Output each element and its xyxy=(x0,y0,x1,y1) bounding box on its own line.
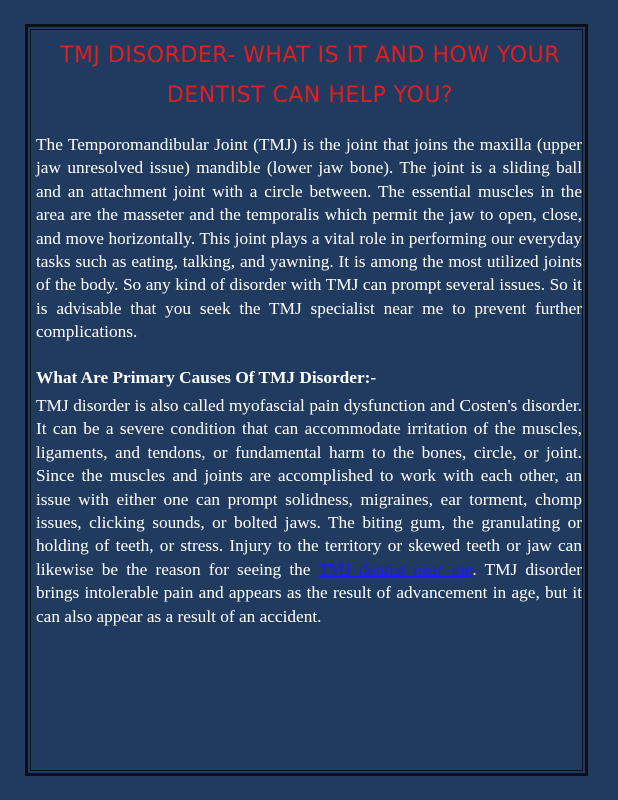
causes-text-before-link: TMJ disorder is also called myofascial pain dysfunction and Costen's disorder. It can be a severe condition that can accommodate irritation of the muscles, ligaments, and tendons, or fundamental harm to the bones, circle, or joint. Since the muscles and joints are accomplished to work with each other, an issue with either one can prompt solidness, migraines, ear torment, chomp issues, clicking sounds, or bolted jaws. The biting gum, the granulating or holding of teeth, or stress. Injury to the territory or skewed teeth or jaw can likewise be the reason for seeing the xyxy=(36,396,582,579)
tmj-dentist-link[interactable]: TMJ dentist near me xyxy=(318,559,473,579)
document-title: TMJ DISORDER- WHAT IS IT AND HOW YOUR DENTIST CAN HELP YOU? xyxy=(60,43,560,108)
section-heading: What Are Primary Causes Of TMJ Disorder:- xyxy=(36,368,377,387)
causes-text-after-link: . TMJ disorder brings intolerable pain and appears as the result of advancement in age, but it can also appear as a result of an accident. xyxy=(36,559,582,626)
causes-paragraph xyxy=(36,394,582,628)
intro-paragraph: The Temporomandibular Joint (TMJ) is the joint that joins the maxilla (upper jaw unresolved issue) mandible (lower jaw bone). The joint is a sliding ball and an attachment joint with a circle between. The essential muscles in the area are the masseter and the temporalis which permit the jaw to open, close, and move horizontally. This joint plays a vital role in performing our everyday tasks such as eating, talking, and yawning. It is among the most utilized joints of the body. So any kind of disorder with TMJ can prompt several issues. So it is advisable that you seek the TMJ specialist near me to prevent further complications. xyxy=(36,135,582,342)
